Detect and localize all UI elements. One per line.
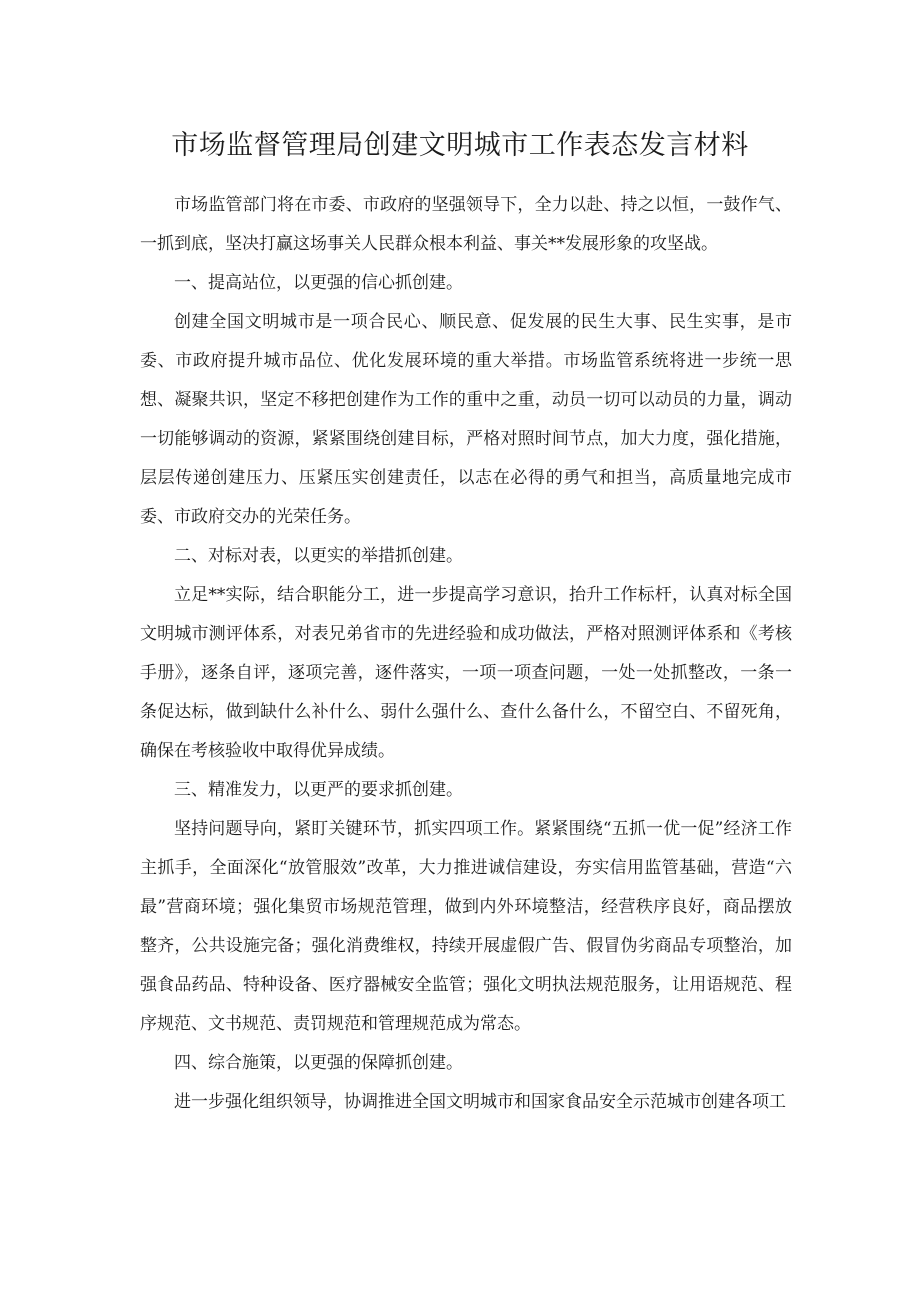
document-body <box>140 186 792 1122</box>
section-heading-1: 一、提高站位，以更强的信心抓创建。 <box>174 273 463 293</box>
document-title: 市场监督管理局创建文明城市工作表态发言材料 <box>171 130 749 161</box>
section-heading-4: 四、综合施策，以更强的保障抓创建。 <box>174 1053 463 1073</box>
paragraph-section-2: 立足**实际，结合职能分工，进一步提高学习意识，抬升工作标杆，认真对标全国文明城市测评体系，对表兄弟省市的先进经验和成功做法，严格对照测评体系和《考核手册》，逐条自评，逐项完善，逐件落实，一项一项查问题，一处一处抓整改，一条一条促达标，做到缺什么补什么、弱什么强什么、查什么备什么，不留空白、不留死角，确保在考核验收中取得优异成绩。 <box>140 585 792 761</box>
paragraph-intro: 市场监管部门将在市委、市政府的坚强领导下，全力以赴、持之以恒，一鼓作气、一抓到底，坚决打赢这场事关人民群众根本利益、事关**发展形象的攻坚战。 <box>140 195 792 254</box>
section-heading-2: 二、对标对表，以更实的举措抓创建。 <box>174 546 463 566</box>
paragraph-section-4: 进一步强化组织领导，协调推进全国文明城市和国家食品安全示范城市创建各项工 <box>174 1092 786 1112</box>
section-heading-3: 三、精准发力，以更严的要求抓创建。 <box>174 780 463 800</box>
paragraph-section-3: 坚持问题导向，紧盯关键环节，抓实四项工作。紧紧围绕“五抓一优一促”经济工作主抓手，全面深化“放管服效”改革，大力推进诚信建设，夯实信用监管基础，营造“六最”营商环境；强化集贸市场规范管理，做到内外环境整洁，经营秩序良好，商品摆放整齐，公共设施完备；强化消费维权，持续开展虚假广告、假冒伪劣商品专项整治，加强食品药品、特种设备、医疗器械安全监管；强化文明执法规范服务，让用语规范、程序规范、文书规范、责罚规范和管理规范成为常态。 <box>140 819 792 1034</box>
paragraph-section-1: 创建全国文明城市是一项合民心、顺民意、促发展的民生大事、民生实事，是市委、市政府提升城市品位、优化发展环境的重大举措。市场监管系统将进一步统一思想、凝聚共识，坚定不移把创建作为工作的重中之重，动员一切可以动员的力量，调动一切能够调动的资源，紧紧围绕创建目标，严格对照时间节点，加大力度，强化措施，层层传递创建压力、压紧压实创建责任，以志在必得的勇气和担当，高质量地完成市委、市政府交办的光荣任务。 <box>140 312 792 527</box>
